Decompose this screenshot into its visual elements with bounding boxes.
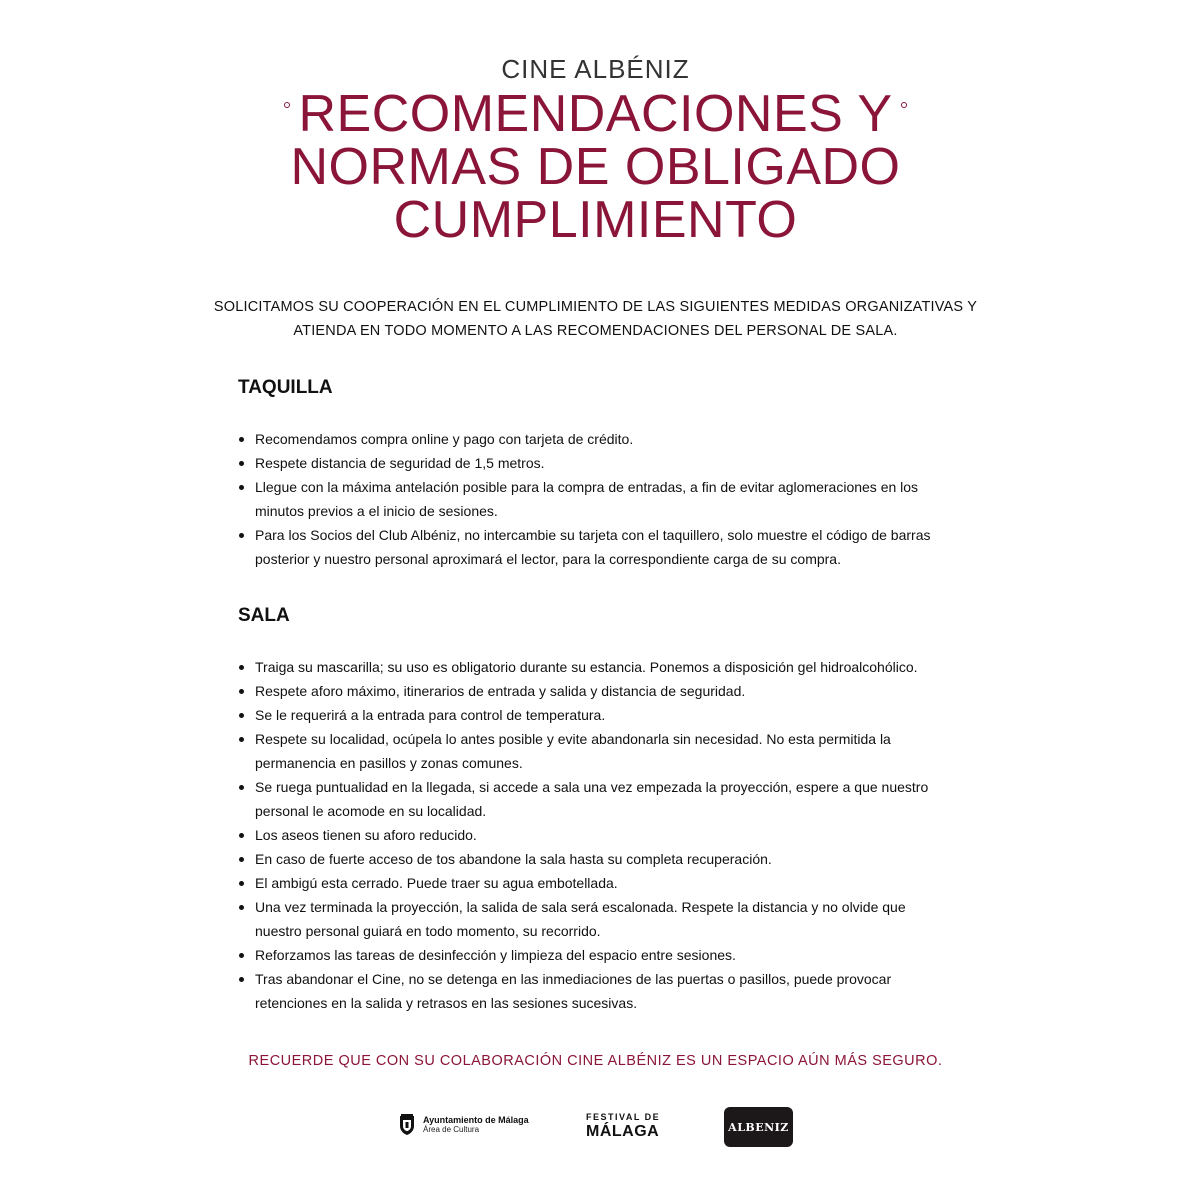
bullet-icon (239, 905, 244, 910)
bullet-icon (239, 977, 244, 982)
intro-paragraph (200, 295, 991, 343)
bullet-icon (239, 833, 244, 838)
list-item: Recomendamos compra online y pago con tarjeta de crédito. (238, 427, 954, 451)
ring-ornament-icon (284, 102, 290, 108)
list-item: Los aseos tienen su aforo reducido. (238, 823, 954, 847)
intro-line: ATIENDA EN TODO MOMENTO A LAS RECOMENDACIONES DEL PERSONAL DE SALA. (293, 323, 898, 339)
bullet-icon (239, 953, 244, 958)
page-title (0, 85, 1191, 249)
bullet-icon (239, 689, 244, 694)
festival-logo-bottom: MÁLAGA (586, 1123, 660, 1140)
list-item: Reforzamos las tareas de desinfección y limpieza del espacio entre sesiones. (238, 943, 954, 967)
sala-list (238, 655, 954, 1015)
list-item: Para los Socios del Club Albéniz, no intercambie su tarjeta con el taquillero, solo muestre el código de barras posterior y nuestro personal aproximará el lector, para la correspondiente carga de su compra. (238, 523, 954, 571)
ayuntamiento-subtitle: Área de Cultura (423, 1125, 480, 1134)
bullet-icon (239, 737, 244, 742)
ayuntamiento-logo (398, 1114, 529, 1136)
bullet-icon (239, 857, 244, 862)
list-item: En caso de fuerte acceso de tos abandone la sala hasta su completa recuperación. (238, 847, 954, 871)
title-line-1: RECOMENDACIONES Y (0, 88, 1191, 141)
list-item: Llegue con la máxima antelación posible para la compra de entradas, a fin de evitar aglomeraciones en los minutos previos a el inicio de sesiones. (238, 475, 954, 523)
list-item: Se ruega puntualidad en la llegada, si accede a sala una vez empezada la proyección, espere a que nuestro personal le acomode en su localidad. (238, 775, 954, 823)
bullet-icon (239, 713, 244, 718)
ring-ornament-icon (901, 102, 907, 108)
section-title-taquilla: TAQUILLA (238, 377, 333, 398)
list-item: Se le requerirá a la entrada para control de temperatura. (238, 703, 954, 727)
festival-malaga-logo (586, 1112, 666, 1140)
ayuntamiento-name: Ayuntamiento de Málaga (423, 1115, 529, 1125)
bullet-icon (239, 437, 244, 442)
list-item: Tras abandonar el Cine, no se detenga en las inmediaciones de las puertas o pasillos, puede provocar retenciones en la salida y retrasos en las sesiones sucesivas. (238, 967, 954, 1015)
coat-of-arms-icon (398, 1114, 416, 1136)
bullet-icon (239, 665, 244, 670)
bullet-icon (239, 533, 244, 538)
list-item: Respete distancia de seguridad de 1,5 metros. (238, 451, 954, 475)
albeniz-logo: ALBENIZ (724, 1107, 793, 1147)
list-item: Traiga su mascarilla; su uso es obligatorio durante su estancia. Ponemos a disposición gel hidroalcohólico. (238, 655, 954, 679)
bullet-icon (239, 485, 244, 490)
list-item: Una vez terminada la proyección, la salida de sala será escalonada. Respete la distancia y no olvide que nuestro personal guiará en todo momento, su recorrido. (238, 895, 954, 943)
festival-logo-top: FESTIVAL DE (586, 1112, 661, 1122)
list-item: El ambigú esta cerrado. Puede traer su agua embotellada. (238, 871, 954, 895)
bullet-icon (239, 461, 244, 466)
list-item: Respete aforo máximo, itinerarios de entrada y salida y distancia de seguridad. (238, 679, 954, 703)
list-item: Respete su localidad, ocúpela lo antes posible y evite abandonarla sin necesidad. No esta permitida la permanencia en pasillos y zonas comunes. (238, 727, 954, 775)
venue-kicker: CINE ALBÉNIZ (501, 54, 690, 84)
title-line-3: CUMPLIMIENTO (393, 191, 798, 249)
bullet-icon (239, 785, 244, 790)
section-title-sala: SALA (238, 605, 290, 626)
bullet-icon (239, 881, 244, 886)
closing-message: RECUERDE QUE CON SU COLABORACIÓN CINE ALBÉNIZ ES UN ESPACIO AÚN MÁS SEGURO. (248, 1053, 943, 1069)
title-line-2: NORMAS DE OBLIGADO (290, 138, 901, 196)
logo-strip (0, 1105, 1191, 1149)
intro-line: SOLICITAMOS SU COOPERACIÓN EN EL CUMPLIMIENTO DE LAS SIGUIENTES MEDIDAS ORGANIZATIVAS Y (213, 299, 978, 315)
taquilla-list (238, 427, 954, 571)
